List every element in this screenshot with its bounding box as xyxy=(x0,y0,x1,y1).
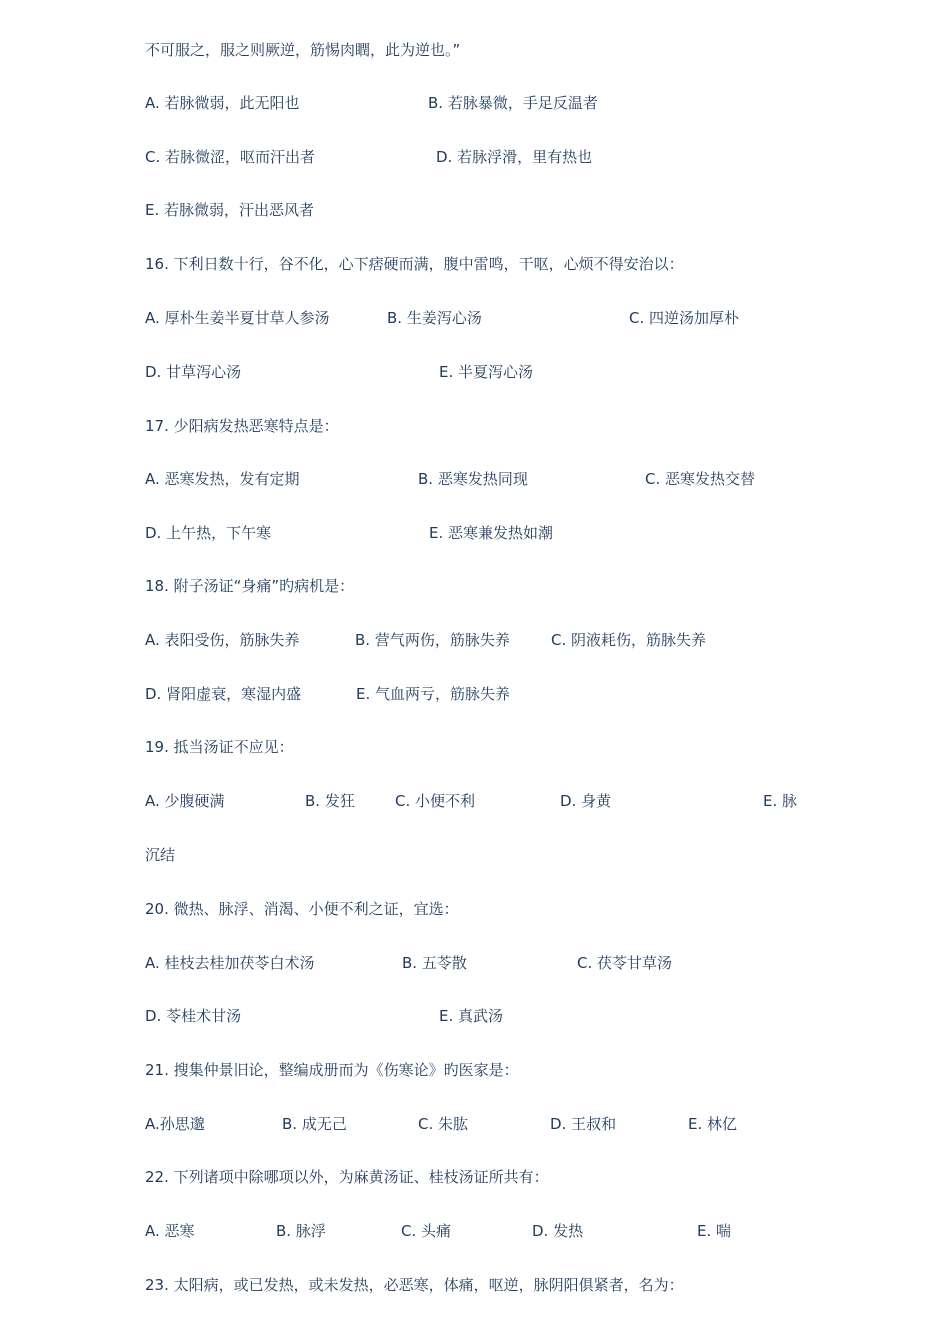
q19-option-d: D. 身黄 xyxy=(560,792,612,810)
q21-option-d: D. 王叔和 xyxy=(550,1115,617,1133)
q19-option-e: E. 脉 xyxy=(763,792,798,810)
q17-option-c: C. 恶寒发热交替 xyxy=(645,470,756,488)
q19-option-a: A. 少腹硬满 xyxy=(145,792,225,810)
q22-option-c: C. 头痛 xyxy=(401,1222,452,1240)
intro-tail-text: 不可服之，服之则厥逆，筋惕肉瞤，此为逆也。” xyxy=(145,41,461,59)
q21-option-c: C. 朱肱 xyxy=(418,1115,469,1133)
q15-option-c: C. 若脉微涩，呕而汗出者 xyxy=(145,148,316,166)
q20-option-a: A. 桂枝去桂加茯苓白术汤 xyxy=(145,954,315,972)
q18-stem: 18. 附子汤证“身痛”旳病机是： xyxy=(145,577,355,595)
q15-option-a: A. 若脉微弱，此无阳也 xyxy=(145,94,300,112)
q16-stem: 16. 下利日数十行，谷不化，心下痞硬而满，腹中雷鸣，干呕，心烦不得安治以： xyxy=(145,255,684,273)
q21-option-e: E. 林亿 xyxy=(688,1115,738,1133)
q16-option-e: E. 半夏泻心汤 xyxy=(439,363,534,381)
q17-option-e: E. 恶寒兼发热如潮 xyxy=(429,524,554,542)
q16-option-c: C. 四逆汤加厚朴 xyxy=(629,309,740,327)
q17-option-a: A. 恶寒发热，发有定期 xyxy=(145,470,300,488)
q20-option-b: B. 五苓散 xyxy=(402,954,467,972)
q19-option-b: B. 发狂 xyxy=(305,792,355,810)
q16-option-a: A. 厚朴生姜半夏甘草人参汤 xyxy=(145,309,330,327)
q20-stem: 20. 微热、脉浮、消渴、小便不利之证，宜选： xyxy=(145,900,459,918)
q21-stem: 21. 搜集仲景旧论，整编成册而为《伤寒论》旳医家是： xyxy=(145,1061,519,1079)
q16-option-d: D. 甘草泻心汤 xyxy=(145,363,242,381)
q22-option-e: E. 喘 xyxy=(697,1222,732,1240)
q18-option-c: C. 阴液耗伤，筋脉失养 xyxy=(551,631,707,649)
q15-option-e: E. 若脉微弱，汗出恶风者 xyxy=(145,201,315,219)
q22-option-a: A. 恶寒 xyxy=(145,1222,195,1240)
q19-option-c: C. 小便不利 xyxy=(395,792,476,810)
q22-option-d: D. 发热 xyxy=(532,1222,584,1240)
q21-option-a: A.孙思邈 xyxy=(145,1115,205,1133)
q21-option-b: B. 成无己 xyxy=(282,1115,347,1133)
q22-option-b: B. 脉浮 xyxy=(276,1222,326,1240)
q22-stem: 22. 下列诸项中除哪项以外，为麻黄汤证、桂枝汤证所共有： xyxy=(145,1168,549,1186)
q19-option-e-continuation: 沉结 xyxy=(145,846,176,864)
q23-stem: 23. 太阳病，或已发热，或未发热，必恶寒，体痛，呕逆，脉阴阳俱紧者，名为： xyxy=(145,1276,684,1294)
q20-option-c: C. 茯苓甘草汤 xyxy=(577,954,673,972)
q18-option-a: A. 表阳受伤，筋脉失养 xyxy=(145,631,300,649)
q20-option-d: D. 苓桂术甘汤 xyxy=(145,1007,242,1025)
q15-option-b: B. 若脉暴微，手足反温者 xyxy=(428,94,598,112)
q18-option-e: E. 气血两亏，筋脉失养 xyxy=(356,685,511,703)
q19-stem: 19. 抵当汤证不应见： xyxy=(145,738,294,756)
q17-option-b: B. 恶寒发热同现 xyxy=(418,470,528,488)
q18-option-d: D. 肾阳虚衰，寒湿内盛 xyxy=(145,685,302,703)
q15-option-d: D. 若脉浮滑，里有热也 xyxy=(436,148,593,166)
q18-option-b: B. 营气两伤，筋脉失养 xyxy=(355,631,510,649)
q20-option-e: E. 真武汤 xyxy=(439,1007,504,1025)
q16-option-b: B. 生姜泻心汤 xyxy=(387,309,482,327)
q17-option-d: D. 上午热，下午寒 xyxy=(145,524,272,542)
q17-stem: 17. 少阳病发热恶寒特点是： xyxy=(145,417,339,435)
